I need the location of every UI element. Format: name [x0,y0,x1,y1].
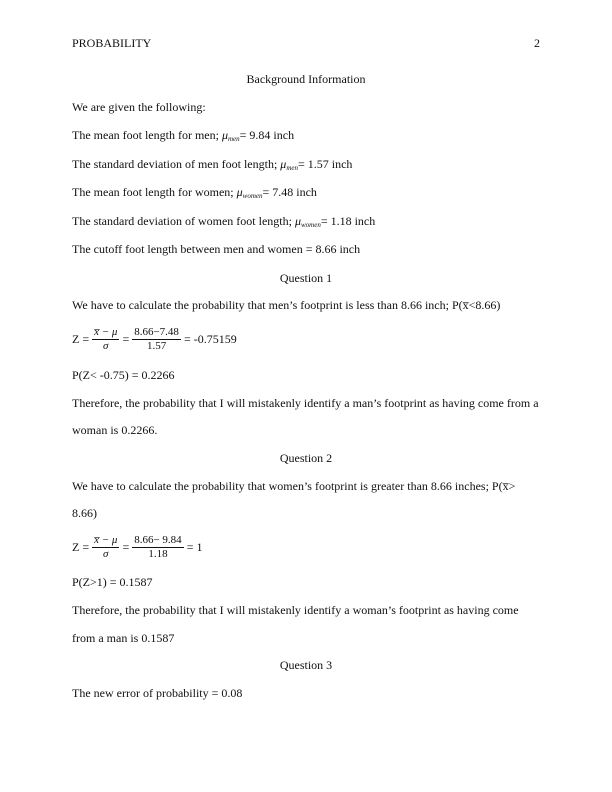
q2-frac2-denominator: 1.18 [148,547,168,560]
question1-heading: Question 1 [279,271,333,285]
question2-z-equation [72,532,202,562]
men-sd-value: = 1.57 inch [297,157,353,171]
background-intro: We are given the following: [72,100,206,114]
q1-frac2-denominator: 1.57 [146,339,167,352]
question2-statement-2: 8.66) [72,506,97,520]
question2-statement-1: We have to calculate the probability that women’s footprint is greater than 8.66 inches; P(x̅> [72,479,516,493]
q1-frac1-numerator: x̅ − μ [94,325,118,338]
men-mean-label: The mean foot length for men; [72,128,222,142]
q1-symbolic-fraction [92,326,119,353]
women-mean-subscript: women [242,192,263,200]
q2-z-prefix: Z = [72,539,90,554]
women-mean-line [72,185,540,203]
women-mean-value: = 7.48 inch [262,185,317,199]
q2-z-result: = 1 [186,539,203,554]
q1-z-result: = -0.75159 [183,331,237,346]
question2-heading: Question 2 [279,451,333,465]
q1-frac1-denominator: σ [103,339,109,352]
q1-numeric-fraction [132,326,181,353]
women-sd-subscript: women [300,221,321,229]
question1-z-equation [72,324,237,354]
women-sd-symbol: μ [294,214,301,228]
men-sd-symbol: μ [280,157,287,171]
q1-eq-sign: = [122,331,130,346]
men-mean-symbol: μ [221,128,228,142]
question2-conclusion-1: Therefore, the probability that I will mistakenly identify a woman’s footprint as having come [72,603,519,617]
question1-conclusion-2: woman is 0.2266. [72,423,158,437]
women-mean-symbol: μ [236,185,243,199]
q2-numeric-fraction [132,534,183,561]
question1-conclusion-1: Therefore, the probability that I will mistakenly identify a man’s footprint as having come from a [72,396,539,410]
question2-probability: P(Z>1) = 0.1587 [72,575,153,589]
women-sd-line [72,214,540,232]
question1-statement: We have to calculate the probability that men’s footprint is less than 8.66 inch; P(x̅<8.66) [72,298,501,312]
q2-symbolic-fraction [92,534,119,561]
women-sd-value: = 1.18 inch [320,214,376,228]
q2-frac1-denominator: σ [103,547,109,560]
q2-frac2-numerator: 8.66− 9.84 [134,533,182,546]
q1-z-prefix: Z = [72,331,90,346]
question2-conclusion-2: from a man is 0.1587 [72,631,175,645]
question1-probability: P(Z< -0.75) = 0.2266 [72,368,175,382]
men-mean-line [72,128,540,146]
cutoff-line: The cutoff foot length between men and women = 8.66 inch [72,242,361,256]
background-heading: Background Information [246,72,366,86]
women-mean-label: The mean foot length for women; [72,185,237,199]
page-number: 2 [534,36,540,50]
q2-eq-sign: = [122,539,130,554]
question3-heading: Question 3 [279,658,333,672]
men-sd-subscript: men [286,164,298,172]
men-sd-label: The standard deviation of men foot length; [72,157,281,171]
men-mean-subscript: men [227,135,240,143]
q1-frac2-numerator: 8.66−7.48 [134,325,179,338]
q2-frac1-numerator: x̅ − μ [94,533,118,546]
women-sd-label: The standard deviation of women foot length; [72,214,295,228]
running-head: PROBABILITY [72,36,152,50]
men-sd-line [72,157,540,175]
men-mean-value: = 9.84 inch [239,128,295,142]
question3-statement: The new error of probability = 0.08 [72,686,243,700]
